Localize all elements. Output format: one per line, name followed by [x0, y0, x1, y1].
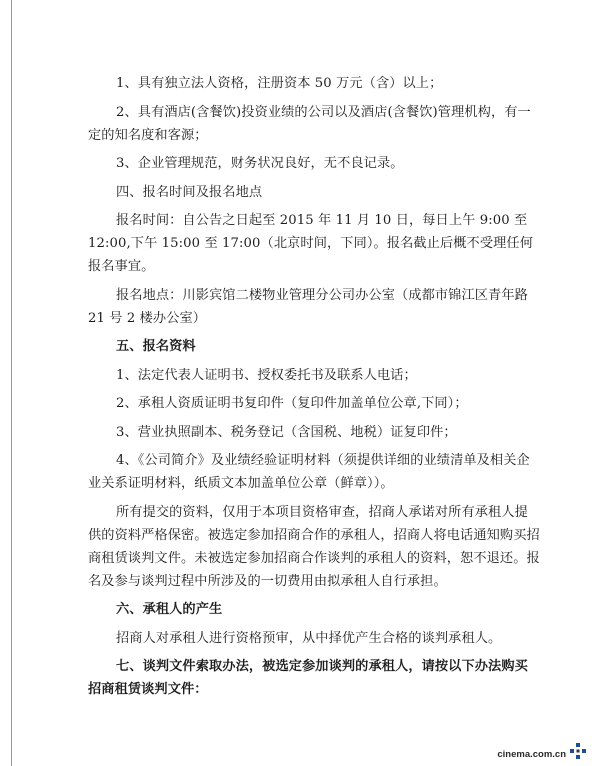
paragraph: 1、具有独立法人资格，注册资本 50 万元（含）以上；: [116, 76, 443, 91]
cinema-logo-icon: [569, 742, 587, 760]
section-heading: 四、报名时间及报名地点: [116, 184, 263, 200]
paragraph: 1、法定代表人证明书、授权委托书及联系人电话；: [116, 367, 417, 383]
watermark-text: cinema.com.cn: [497, 749, 566, 760]
paragraph: 3、营业执照副本、税务登记（含国税、地税）证复印件；: [116, 424, 457, 440]
paragraph: 4、《公司简介》及业绩经验证明材料（须提供详细的业绩清单及相关企业关系证明材料，纸质文本加盖单位公章（鲜章））。: [88, 453, 530, 491]
section-heading: 七、谈判文件索取办法，被选定参加谈判的承租人，请按以下办法购买招商租赁谈判文件：: [88, 659, 528, 697]
section-heading: 五、报名资料: [116, 339, 196, 354]
section-heading: 六、承租人的产生: [116, 602, 223, 617]
paragraph: 招商人对承租人进行资格预审，从中择优产生合格的谈判承租人。: [116, 630, 502, 646]
watermark: [497, 742, 587, 760]
paragraph: 2、承租人资质证明书复印件（复印件加盖单位公章,下同）；: [116, 396, 468, 411]
paragraph: 3、企业管理规范，财务状况良好，无不良记录。: [116, 156, 404, 171]
paragraph: 报名时间：自公告之日起至 2015 年 11 月 10 日，每日上午 9:00 至 12:00,下午 15:00 至 17:00（北京时间，下同）。报名截止后概不受理任何报名事宜。: [88, 213, 533, 274]
paragraph: 报名地点：川影宾馆二楼物业管理分公司办公室（成都市锦江区青年路 21 号 2 楼办公室）: [88, 287, 528, 326]
document-body: [88, 72, 540, 707]
paragraph: 2、具有酒店(含餐饮)投资业绩的公司以及酒店(含餐饮)管理机构，有一定的知名度和客源；: [88, 104, 531, 143]
paragraph: 所有提交的资料，仅用于本项目资格审查，招商人承诺对所有承租人提供的资料严格保密。被选定参加招商合作的承租人，招商人将电话通知购买招商租赁谈判文件。未被选定参加招商合作谈判的承租人的资料，恕不退还。报名及参与谈判过程中所涉及的一切费用由拟承租人自行承担。: [88, 504, 540, 589]
page-left-edge: [11, 0, 12, 766]
